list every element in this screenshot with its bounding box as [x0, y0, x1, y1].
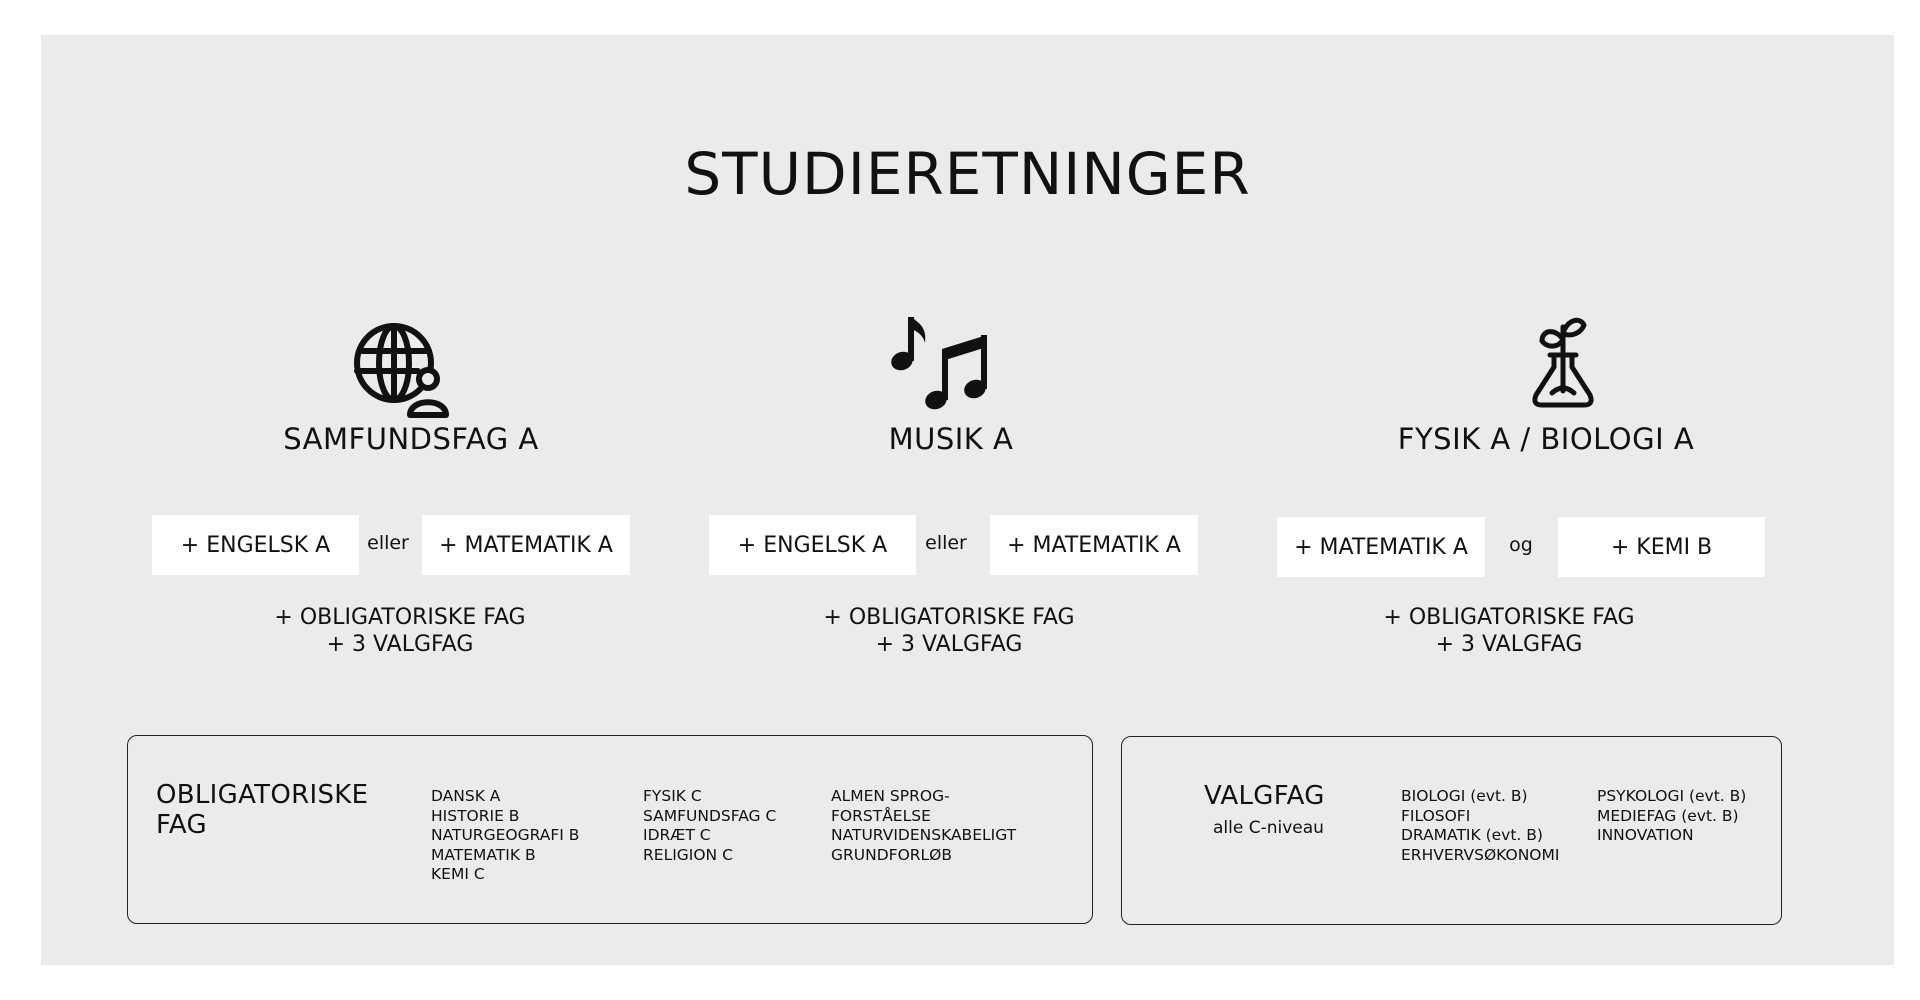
option-matematik-a: + MATEMATIK A — [422, 515, 630, 575]
list-item: IDRÆT C — [643, 826, 711, 844]
option-engelsk-a: + ENGELSK A — [709, 515, 916, 575]
option-matematik-a: + MATEMATIK A — [1277, 517, 1485, 577]
list-item: MEDIEFAG (evt. B) — [1597, 806, 1739, 825]
list-item: NATURGEOGRAFI B — [431, 826, 580, 844]
list-item: BIOLOGI (evt. B) — [1401, 787, 1528, 805]
mandatory-column — [643, 787, 776, 865]
globe-person-icon — [346, 315, 456, 425]
mandatory-subjects-box — [127, 735, 1093, 924]
page-title: STUDIERETNINGER — [684, 140, 1251, 208]
track-extra-samfundsfag — [150, 604, 650, 658]
connector-eller: eller — [925, 532, 967, 554]
electives-column — [1597, 787, 1746, 846]
electives-box — [1121, 736, 1782, 925]
list-item: SAMFUNDSFAG C — [643, 806, 777, 825]
list-item: ERHVERVSØKONOMI — [1401, 845, 1560, 864]
list-item: PSYKOLOGI (evt. B) — [1597, 787, 1747, 805]
track-title-samfundsfag: SAMFUNDSFAG A — [283, 422, 539, 456]
list-item: HISTORIE B — [431, 806, 520, 825]
list-item: KEMI C — [431, 865, 485, 883]
list-item: INNOVATION — [1597, 826, 1694, 844]
extra-line-electives: + 3 VALGFAG — [1435, 632, 1583, 657]
list-item: DANSK A — [431, 787, 501, 805]
extra-line-electives: + 3 VALGFAG — [875, 632, 1023, 657]
connector-og: og — [1509, 534, 1533, 556]
mandatory-title-line: FAG — [156, 810, 207, 840]
list-item: GRUNDFORLØB — [831, 845, 953, 864]
track-extra-fysik-biologi — [1259, 604, 1759, 658]
list-item: FILOSOFI — [1401, 806, 1471, 825]
electives-subtitle: alle C-niveau — [1213, 818, 1324, 838]
extra-line-mandatory: + OBLIGATORISKE FAG — [823, 605, 1075, 630]
list-item: RELIGION C — [643, 845, 733, 864]
list-item: NATURVIDENSKABELIGT — [831, 826, 1017, 844]
plant-flask-icon — [1508, 305, 1618, 415]
mandatory-title — [156, 780, 368, 840]
list-item: ALMEN SPROG- — [831, 787, 950, 805]
connector-eller: eller — [367, 532, 409, 554]
list-item: FYSIK C — [643, 787, 702, 805]
extra-line-mandatory: + OBLIGATORISKE FAG — [1383, 605, 1635, 630]
content-panel — [41, 35, 1894, 965]
option-matematik-a: + MATEMATIK A — [990, 515, 1198, 575]
music-notes-icon — [883, 305, 993, 415]
mandatory-title-line: OBLIGATORISKE — [156, 780, 369, 810]
mandatory-column — [431, 787, 579, 885]
track-title-musik: MUSIK A — [888, 422, 1014, 456]
mandatory-column — [831, 787, 1016, 865]
list-item: FORSTÅELSE — [831, 806, 931, 825]
extra-line-electives: + 3 VALGFAG — [326, 632, 474, 657]
track-title-fysik-biologi: FYSIK A / BIOLOGI A — [1397, 422, 1695, 456]
list-item: DRAMATIK (evt. B) — [1401, 826, 1543, 844]
track-extra-musik — [699, 604, 1199, 658]
list-item: MATEMATIK B — [431, 845, 536, 864]
option-kemi-b: + KEMI B — [1558, 517, 1765, 577]
electives-title: VALGFAG — [1204, 781, 1325, 811]
extra-line-mandatory: + OBLIGATORISKE FAG — [274, 605, 526, 630]
electives-column — [1401, 787, 1559, 865]
option-engelsk-a: + ENGELSK A — [152, 515, 359, 575]
